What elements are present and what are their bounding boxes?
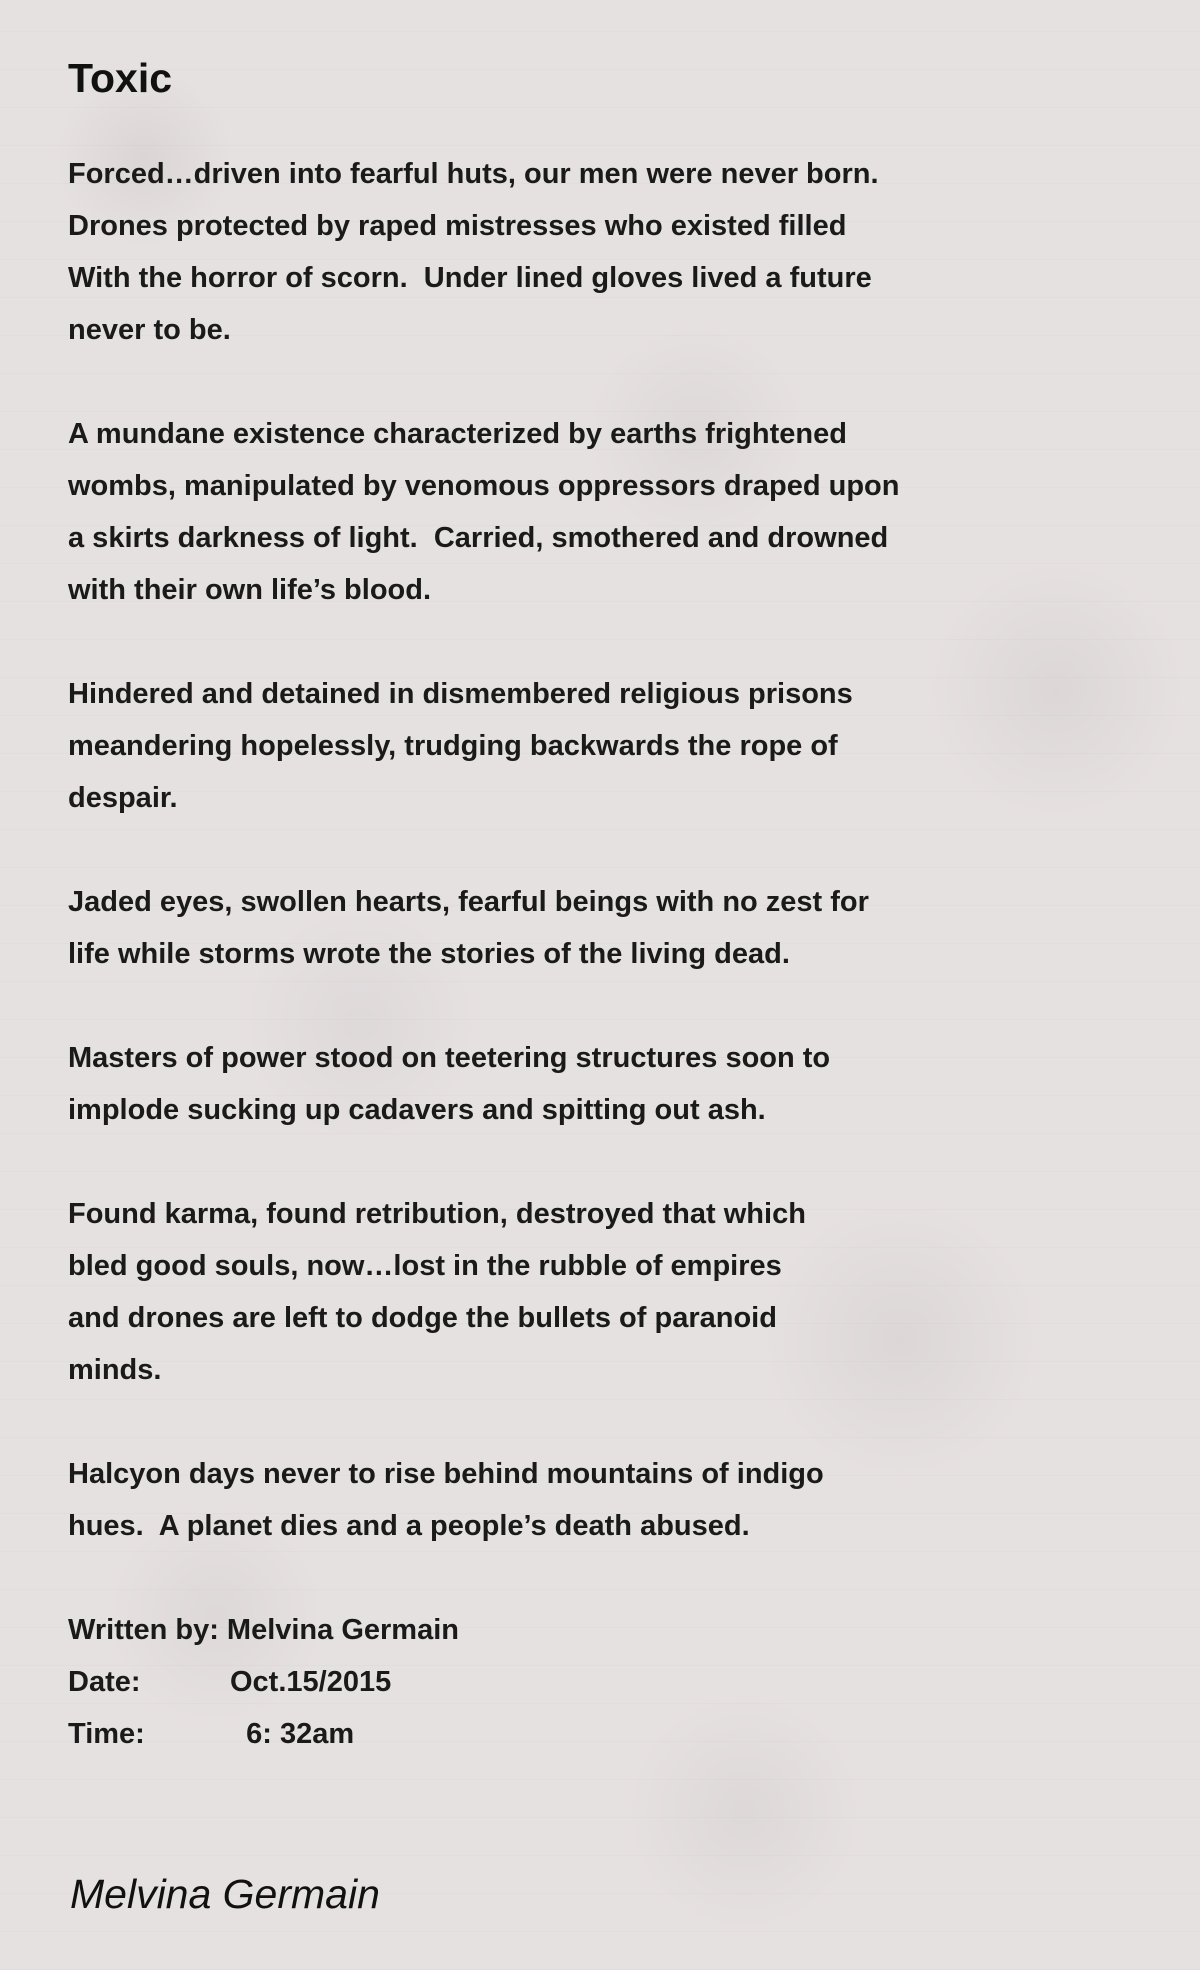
poem-line: Drones protected by raped mistresses who existed filled	[68, 210, 847, 242]
time-value: 6: 32am	[230, 1718, 355, 1750]
stanza	[68, 668, 1108, 824]
poem-line: meandering hopelessly, trudging backwards the rope of	[68, 730, 838, 762]
date-row	[68, 1656, 1108, 1708]
poem-line: despair.	[68, 782, 178, 814]
poem-line: A mundane existence characterized by earths frightened	[68, 418, 847, 450]
poem-line: Halcyon days never to rise behind mountains of indigo	[68, 1458, 824, 1490]
written-by-row	[68, 1604, 1108, 1656]
stanza	[68, 1188, 1108, 1396]
poem-line: a skirts darkness of light. Carried, smothered and drowned	[68, 522, 889, 554]
stanza	[68, 1448, 1108, 1552]
poem-line: never to be.	[68, 314, 231, 346]
stanza	[68, 408, 1108, 616]
time-row	[68, 1708, 1108, 1760]
poem-line: bled good souls, now…lost in the rubble of empires	[68, 1250, 782, 1282]
poem-body	[68, 148, 1108, 1760]
date-label: Date:	[68, 1666, 141, 1698]
stanza	[68, 1032, 1108, 1136]
author-signature: Melvina Germain	[70, 1871, 380, 1917]
poem-line: Jaded eyes, swollen hearts, fearful beings with no zest for	[68, 886, 869, 918]
written-by-value: Melvina Germain	[226, 1614, 459, 1646]
poem-title: Toxic	[68, 55, 173, 101]
poem-line: life while storms wrote the stories of the living dead.	[68, 938, 790, 970]
poem-line: minds.	[68, 1354, 162, 1386]
poem-line: With the horror of scorn. Under lined gloves lived a future	[68, 262, 872, 294]
stanza	[68, 876, 1108, 980]
poem-line: with their own life’s blood.	[68, 574, 432, 606]
poem-line: hues. A planet dies and a people’s death abused.	[68, 1510, 750, 1542]
stanza	[68, 148, 1108, 356]
poem-line: Forced…driven into fearful huts, our men were never born.	[68, 158, 879, 190]
poem-line: Hindered and detained in dismembered religious prisons	[68, 678, 853, 710]
date-value: Oct.15/2015	[230, 1666, 392, 1698]
poem-line: Found karma, found retribution, destroyed that which	[68, 1198, 806, 1230]
poem-metadata	[68, 1604, 1108, 1760]
poem-line: and drones are left to dodge the bullets of paranoid	[68, 1302, 777, 1334]
poem-line: wombs, manipulated by venomous oppressors draped upon	[68, 470, 900, 502]
poem-line: implode sucking up cadavers and spitting out ash.	[68, 1094, 766, 1126]
written-by-label: Written by:	[68, 1614, 219, 1646]
poem-page	[68, 48, 1108, 1760]
poem-line: Masters of power stood on teetering structures soon to	[68, 1042, 831, 1074]
time-label: Time:	[68, 1718, 145, 1750]
